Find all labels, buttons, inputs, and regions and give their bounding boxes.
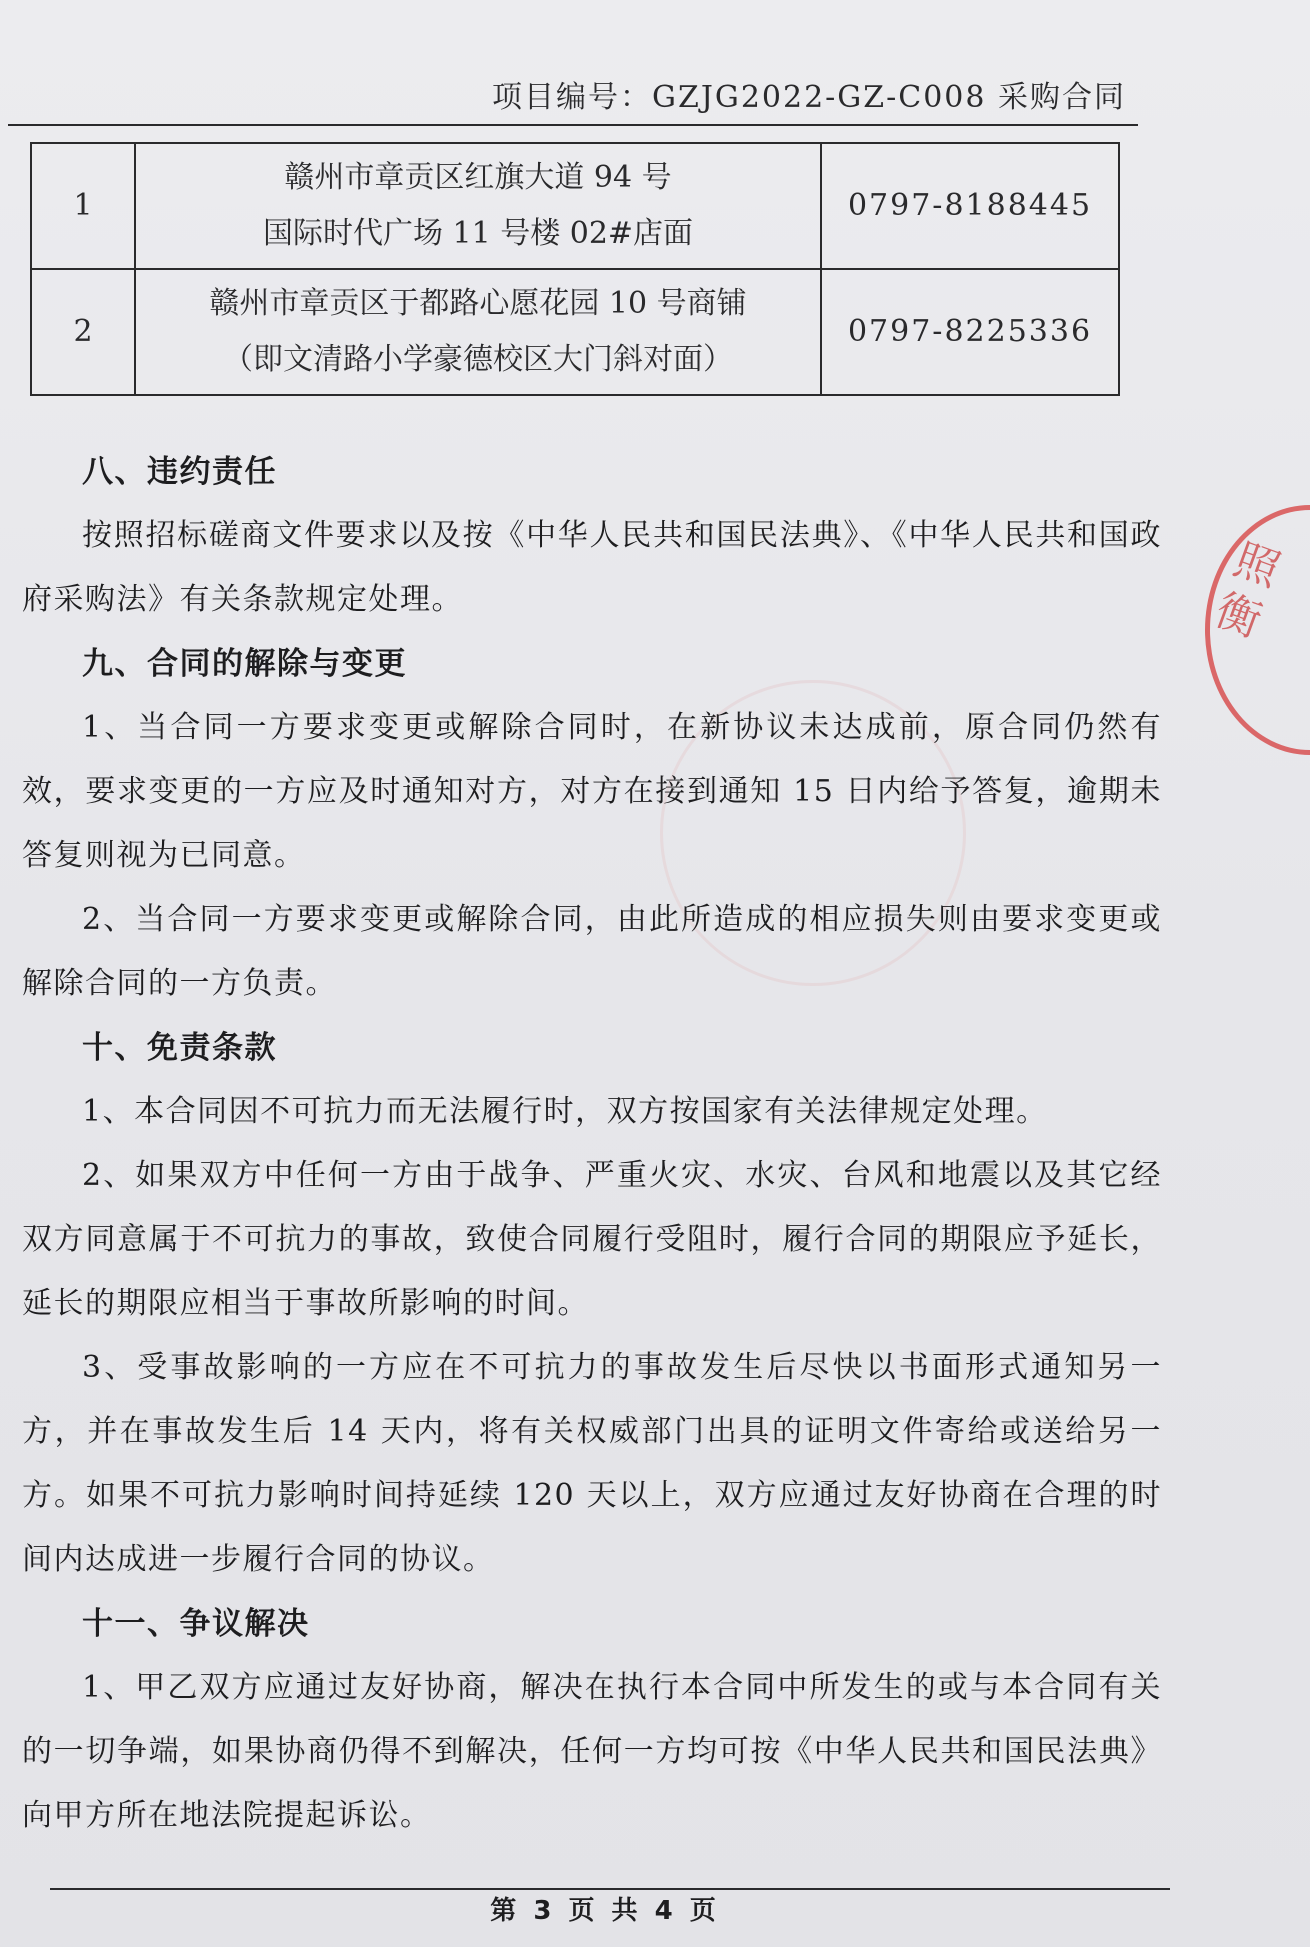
section-paragraph: 3、受事故影响的一方应在不可抗力的事故发生后尽快以书面形式通知另一方，并在事故发生后 14 天内，将有关权威部门出具的证明文件寄给或送给另一方。如果不可抗力影响时间持延续 120 天以上，双方应通过友好协商在合理的时间内达成进一步履行合同的协议。	[22, 1350, 1162, 1577]
seal-text: 照衡	[1209, 533, 1287, 648]
phone-cell: 0797-8225336	[821, 269, 1119, 395]
project-number-header: 项目编号：GZJG2022-GZ-C008 采购合同	[492, 80, 1126, 115]
page-number: 第 3 页 共 4 页	[490, 1896, 720, 1926]
address-line: （即文清路小学豪德校区大门斜对面）	[223, 342, 733, 377]
row-number: 1	[31, 143, 135, 269]
section-paragraph: 1、甲乙双方应通过友好协商，解决在执行本合同中所发生的或与本合同有关的一切争端，如果协商仍得不到解决，任何一方均可按《中华人民共和国民法典》向甲方所在地法院提起诉讼。	[22, 1670, 1162, 1833]
section-title: 十一、争议解决	[82, 1606, 310, 1642]
section-title: 十、免责条款	[82, 1030, 277, 1066]
phone-cell: 0797-8188445	[821, 143, 1119, 269]
header-divider	[8, 124, 1138, 126]
contract-body	[22, 440, 1162, 1848]
table-row	[31, 269, 1119, 395]
address-cell	[135, 269, 821, 395]
table-row	[31, 143, 1119, 269]
section-paragraph: 2、如果双方中任何一方由于战争、严重火灾、水灾、台风和地震以及其它经双方同意属于不可抗力的事故，致使合同履行受阻时，履行合同的期限应予延长，延长的期限应相当于事故所影响的时间。	[22, 1158, 1162, 1321]
row-number: 2	[31, 269, 135, 395]
address-line: 赣州市章贡区红旗大道 94 号	[284, 160, 672, 195]
address-line: 国际时代广场 11 号楼 02#店面	[262, 216, 694, 251]
store-address-table	[30, 142, 1120, 396]
section-paragraph: 按照招标磋商文件要求以及按《中华人民共和国民法典》、《中华人民共和国政府采购法》有关条款规定处理。	[22, 518, 1162, 617]
section-title: 八、违约责任	[82, 454, 277, 490]
section-paragraph: 1、本合同因不可抗力而无法履行时，双方按国家有关法律规定处理。	[82, 1094, 1048, 1129]
section-paragraph: 1、当合同一方要求变更或解除合同时，在新协议未达成前，原合同仍然有效，要求变更的一方应及时通知对方，对方在接到通知 15 日内给予答复，逾期未答复则视为已同意。	[22, 710, 1162, 873]
section-paragraph: 2、当合同一方要求变更或解除合同，由此所造成的相应损失则由要求变更或解除合同的一方负责。	[22, 902, 1162, 1001]
address-line: 赣州市章贡区于都路心愿花园 10 号商铺	[209, 286, 747, 321]
address-cell	[135, 143, 821, 269]
section-title: 九、合同的解除与变更	[82, 646, 407, 682]
